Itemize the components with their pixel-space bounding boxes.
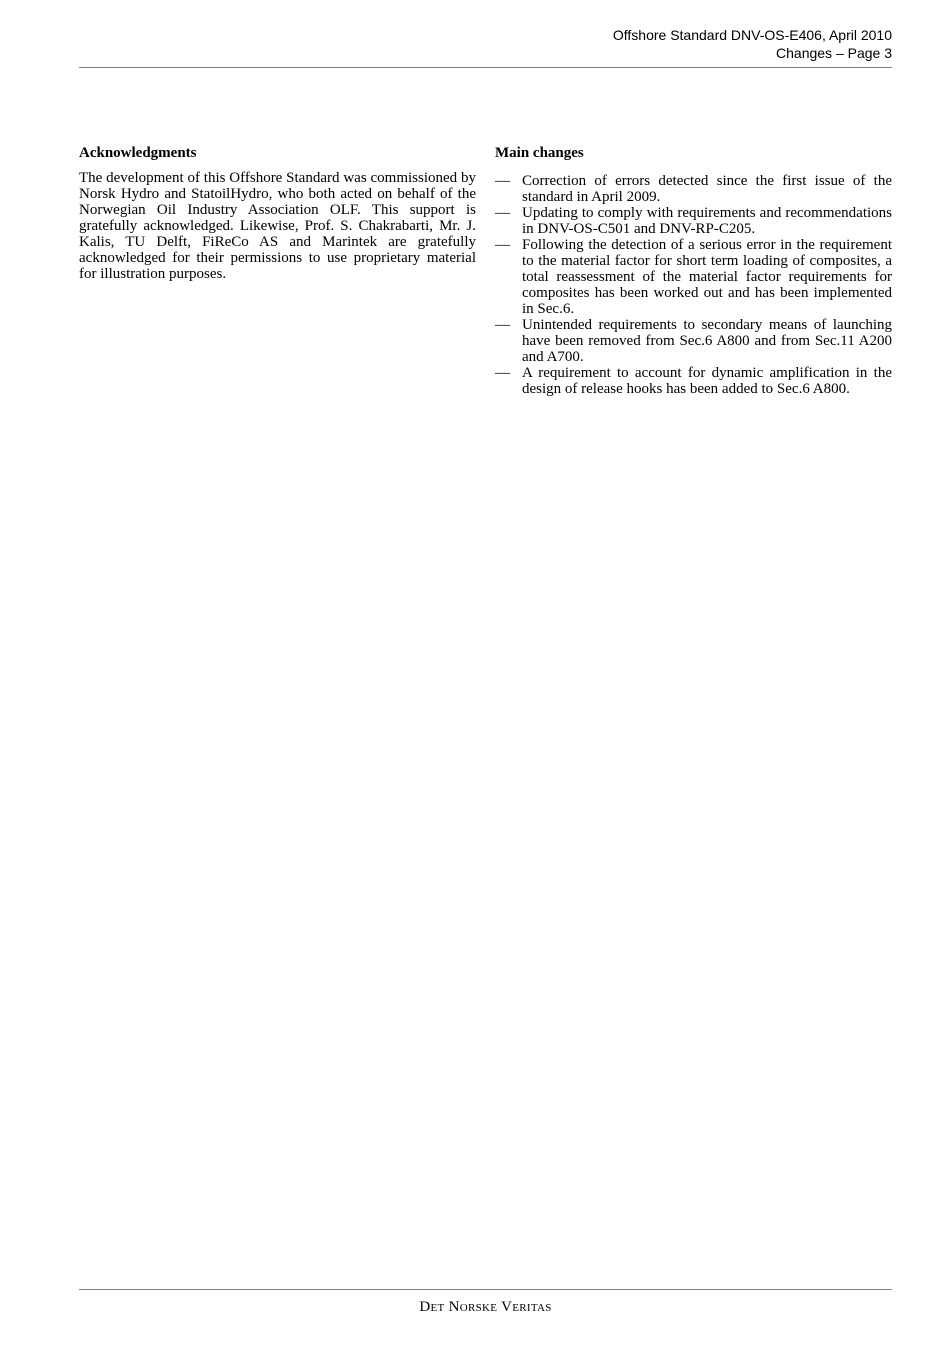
dash-bullet: —: [495, 365, 510, 381]
list-item: [495, 317, 892, 365]
list-item-text: Correction of errors detected since the first issue of the standard in April 2009.: [522, 173, 892, 205]
list-item-text: Unintended requirements to secondary means of launching have been removed from Sec.6 A800 and from Sec.11 A200 and A700.: [522, 317, 892, 365]
dash-bullet: —: [495, 173, 510, 189]
list-item: [495, 205, 892, 237]
list-item: [495, 237, 892, 317]
dash-bullet: —: [495, 237, 510, 253]
acknowledgments-section: [79, 144, 476, 282]
acknowledgments-paragraph: The development of this Offshore Standard was commissioned by Norsk Hydro and StatoilHydro, who both acted on behalf of the Norwegian Oil Industry Association OLF. This support is gratefully acknowledged. Likewise, Prof. S. Chakrabarti, Mr. J. Kalis, TU Delft, FiReCo AS and Marintek are gratefully acknowledged for their permissions to use proprietary material for illustration purposes.: [79, 170, 476, 282]
header-page-number: Changes – Page 3: [776, 45, 892, 61]
main-changes-list: [495, 173, 892, 397]
list-item-text: A requirement to account for dynamic amplification in the design of release hooks has been added to Sec.6 A800.: [522, 365, 892, 397]
main-changes-section: [495, 144, 892, 397]
footer-organization: Det Norske Veritas: [419, 1299, 552, 1315]
list-item: [495, 173, 892, 205]
header-document-title: Offshore Standard DNV-OS-E406, April 2010: [612, 27, 892, 43]
page-header: [613, 26, 892, 62]
dash-bullet: —: [495, 317, 510, 333]
list-item: [495, 365, 892, 397]
list-item-text: Updating to comply with requirements and recommendations in DNV-OS-C501 and DNV-RP-C205.: [522, 205, 892, 237]
header-divider: [79, 67, 892, 68]
list-item-text: Following the detection of a serious error in the requirement to the material factor for short term loading of composites, a total reassessment of the material factor requirements for composites has been worked out and has been implemented in Sec.6.: [522, 237, 892, 317]
main-changes-heading: Main changes: [495, 145, 584, 161]
acknowledgments-heading: Acknowledgments: [79, 145, 197, 161]
dash-bullet: —: [495, 205, 510, 221]
footer-divider: [79, 1289, 892, 1290]
